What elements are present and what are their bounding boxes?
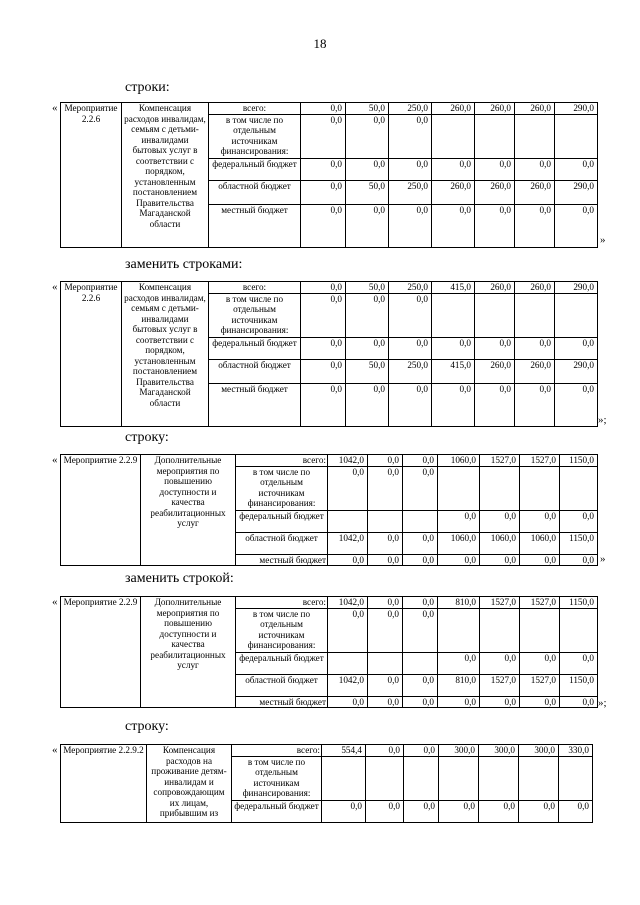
- value-cell: [475, 293, 515, 337]
- value-cell: 0,0: [389, 158, 432, 180]
- measure-id: Мероприятие 2.2.9: [61, 455, 141, 566]
- value-cell: 0,0: [403, 674, 438, 696]
- value-cell: 810,0: [438, 674, 480, 696]
- value-cell: 0,0: [560, 510, 598, 532]
- value-cell: 50,0: [346, 103, 389, 115]
- value-cell: 260,0: [475, 103, 515, 115]
- value-cell: 0,0: [480, 652, 520, 674]
- value-cell: 0,0: [555, 337, 598, 359]
- value-cell: 0,0: [403, 466, 438, 510]
- value-cell: 0,0: [432, 204, 475, 247]
- value-cell: 0,0: [301, 293, 346, 337]
- value-cell: [368, 510, 403, 532]
- close-quote: »;: [598, 697, 607, 709]
- value-cell: 0,0: [438, 554, 480, 566]
- row-label: всего:: [236, 455, 328, 467]
- value-cell: [560, 608, 598, 652]
- value-cell: 1527,0: [480, 674, 520, 696]
- value-cell: 0,0: [475, 337, 515, 359]
- budget-table: [60, 596, 598, 708]
- value-cell: 0,0: [346, 114, 389, 158]
- value-cell: 0,0: [366, 800, 404, 822]
- row-label: областной бюджет: [209, 359, 301, 383]
- value-cell: 0,0: [515, 204, 555, 247]
- value-cell: 0,0: [368, 597, 403, 609]
- value-cell: 0,0: [520, 554, 560, 566]
- row-label: местный бюджет: [236, 696, 328, 708]
- budget-table: [60, 454, 598, 566]
- value-cell: [368, 652, 403, 674]
- value-cell: 1060,0: [438, 455, 480, 467]
- value-cell: 0,0: [438, 510, 480, 532]
- value-cell: 0,0: [438, 652, 480, 674]
- row-label: в том числе по отдельным источникам финансирования:: [209, 293, 301, 337]
- value-cell: 260,0: [515, 359, 555, 383]
- measure-name: Дополнительные мероприятия по повышению доступности и качества реабилитационных услуг: [141, 597, 236, 708]
- value-cell: 0,0: [368, 696, 403, 708]
- value-cell: 1527,0: [520, 597, 560, 609]
- value-cell: 300,0: [439, 745, 479, 757]
- value-cell: 260,0: [475, 282, 515, 294]
- value-cell: 554,4: [322, 745, 366, 757]
- block-heading: строку:: [125, 430, 169, 445]
- value-cell: 0,0: [403, 554, 438, 566]
- value-cell: [439, 756, 479, 800]
- value-cell: 0,0: [480, 554, 520, 566]
- open-quote: «: [52, 102, 58, 114]
- row-label: федеральный бюджет: [236, 510, 328, 532]
- row-label: всего:: [236, 597, 328, 609]
- block-heading: строки:: [125, 80, 170, 95]
- value-cell: 1042,0: [328, 674, 368, 696]
- value-cell: 810,0: [438, 597, 480, 609]
- value-cell: 250,0: [389, 103, 432, 115]
- value-cell: 1527,0: [480, 455, 520, 467]
- row-label: всего:: [209, 282, 301, 294]
- value-cell: 50,0: [346, 180, 389, 204]
- block-heading: заменить строкой:: [125, 571, 234, 586]
- budget-table: [60, 281, 598, 427]
- value-cell: [480, 466, 520, 510]
- value-cell: 0,0: [328, 554, 368, 566]
- value-cell: 0,0: [515, 337, 555, 359]
- value-cell: [520, 466, 560, 510]
- value-cell: 0,0: [519, 800, 559, 822]
- value-cell: [366, 756, 404, 800]
- value-cell: 0,0: [301, 359, 346, 383]
- value-cell: 1060,0: [480, 532, 520, 554]
- value-cell: [328, 510, 368, 532]
- row-label: областной бюджет: [236, 674, 328, 696]
- value-cell: 0,0: [366, 745, 404, 757]
- open-quote: «: [52, 596, 58, 608]
- value-cell: [432, 114, 475, 158]
- value-cell: 50,0: [346, 359, 389, 383]
- measure-id: Мероприятие 2.2.6: [61, 103, 122, 248]
- value-cell: 0,0: [560, 554, 598, 566]
- close-quote: »;: [598, 414, 607, 426]
- value-cell: [328, 652, 368, 674]
- value-cell: 260,0: [515, 180, 555, 204]
- block-heading: строку:: [125, 719, 169, 734]
- value-cell: 0,0: [432, 383, 475, 426]
- value-cell: 1527,0: [520, 674, 560, 696]
- value-cell: 0,0: [520, 652, 560, 674]
- row-label: местный бюджет: [209, 204, 301, 247]
- value-cell: 0,0: [368, 532, 403, 554]
- close-quote: »: [600, 234, 606, 246]
- value-cell: 0,0: [389, 337, 432, 359]
- row-label: местный бюджет: [236, 554, 328, 566]
- value-cell: [555, 114, 598, 158]
- value-cell: 0,0: [480, 696, 520, 708]
- row-label: федеральный бюджет: [232, 800, 322, 822]
- value-cell: 415,0: [432, 282, 475, 294]
- row-label: всего:: [209, 103, 301, 115]
- value-cell: 290,0: [555, 180, 598, 204]
- row-label: федеральный бюджет: [209, 158, 301, 180]
- value-cell: 0,0: [368, 554, 403, 566]
- value-cell: 0,0: [328, 466, 368, 510]
- value-cell: 260,0: [515, 103, 555, 115]
- measure-name: Дополнительные мероприятия по повышению доступности и качества реабилитационных услуг: [141, 455, 236, 566]
- measure-name: Компенсация расходов на проживание детям-инвалидам и сопровождающим их лицам, прибывшим из: [147, 745, 232, 823]
- budget-table: [60, 102, 598, 248]
- value-cell: 50,0: [346, 282, 389, 294]
- value-cell: 0,0: [301, 337, 346, 359]
- row-label: в том числе по отдельным источникам финансирования:: [209, 114, 301, 158]
- value-cell: 260,0: [475, 359, 515, 383]
- value-cell: 0,0: [346, 293, 389, 337]
- value-cell: [475, 114, 515, 158]
- value-cell: 0,0: [432, 158, 475, 180]
- row-label: федеральный бюджет: [209, 337, 301, 359]
- row-label: в том числе по отдельным источникам финансирования:: [232, 756, 322, 800]
- value-cell: 1042,0: [328, 597, 368, 609]
- value-cell: [515, 293, 555, 337]
- open-quote: «: [52, 744, 58, 756]
- value-cell: 1150,0: [560, 674, 598, 696]
- value-cell: 0,0: [439, 800, 479, 822]
- value-cell: 300,0: [479, 745, 519, 757]
- value-cell: [432, 293, 475, 337]
- value-cell: 0,0: [438, 696, 480, 708]
- value-cell: 0,0: [555, 383, 598, 426]
- value-cell: 0,0: [328, 696, 368, 708]
- value-cell: 0,0: [403, 455, 438, 467]
- value-cell: 0,0: [520, 510, 560, 532]
- value-cell: [519, 756, 559, 800]
- value-cell: 0,0: [403, 597, 438, 609]
- row-label: всего:: [232, 745, 322, 757]
- value-cell: 1042,0: [328, 532, 368, 554]
- value-cell: 1150,0: [560, 597, 598, 609]
- value-cell: 260,0: [475, 180, 515, 204]
- row-label: федеральный бюджет: [236, 652, 328, 674]
- value-cell: 0,0: [389, 114, 432, 158]
- measure-id: Мероприятие 2.2.9: [61, 597, 141, 708]
- value-cell: 0,0: [346, 204, 389, 247]
- value-cell: 0,0: [389, 383, 432, 426]
- page-number: 18: [313, 36, 327, 51]
- block-heading: заменить строками:: [125, 257, 243, 272]
- value-cell: 250,0: [389, 282, 432, 294]
- value-cell: 1150,0: [560, 455, 598, 467]
- value-cell: [438, 608, 480, 652]
- value-cell: 0,0: [403, 532, 438, 554]
- value-cell: 0,0: [368, 466, 403, 510]
- value-cell: 0,0: [301, 282, 346, 294]
- value-cell: 0,0: [520, 696, 560, 708]
- value-cell: 0,0: [559, 800, 593, 822]
- value-cell: 250,0: [389, 359, 432, 383]
- value-cell: [403, 510, 438, 532]
- value-cell: 0,0: [346, 158, 389, 180]
- value-cell: 1060,0: [520, 532, 560, 554]
- measure-name: Компенсация расходов инвалидам, семьям с детьми-инвалидами бытовых услуг в соответствии с порядком, установленным постановлением Правительства Магаданской области: [122, 282, 209, 427]
- value-cell: 0,0: [403, 696, 438, 708]
- value-cell: 0,0: [301, 114, 346, 158]
- value-cell: 0,0: [515, 383, 555, 426]
- row-label: областной бюджет: [209, 180, 301, 204]
- value-cell: 0,0: [555, 204, 598, 247]
- value-cell: 0,0: [301, 103, 346, 115]
- value-cell: [403, 652, 438, 674]
- value-cell: 0,0: [480, 510, 520, 532]
- value-cell: 0,0: [389, 204, 432, 247]
- value-cell: 0,0: [404, 745, 439, 757]
- value-cell: 0,0: [432, 337, 475, 359]
- value-cell: [479, 756, 519, 800]
- value-cell: [560, 466, 598, 510]
- value-cell: 0,0: [389, 293, 432, 337]
- value-cell: 0,0: [555, 158, 598, 180]
- budget-table: [60, 744, 593, 823]
- value-cell: [559, 756, 593, 800]
- value-cell: 0,0: [475, 383, 515, 426]
- value-cell: 0,0: [515, 158, 555, 180]
- measure-id: Мероприятие 2.2.9.2: [61, 745, 147, 823]
- value-cell: 0,0: [403, 608, 438, 652]
- value-cell: 250,0: [389, 180, 432, 204]
- value-cell: 290,0: [555, 282, 598, 294]
- value-cell: 0,0: [301, 180, 346, 204]
- value-cell: 0,0: [328, 608, 368, 652]
- value-cell: 260,0: [515, 282, 555, 294]
- value-cell: 1527,0: [520, 455, 560, 467]
- value-cell: 0,0: [368, 674, 403, 696]
- value-cell: [520, 608, 560, 652]
- value-cell: 330,0: [559, 745, 593, 757]
- value-cell: 0,0: [346, 383, 389, 426]
- value-cell: 0,0: [301, 204, 346, 247]
- value-cell: 0,0: [475, 204, 515, 247]
- open-quote: «: [52, 281, 58, 293]
- value-cell: 415,0: [432, 359, 475, 383]
- value-cell: 0,0: [346, 337, 389, 359]
- row-label: в том числе по отдельным источникам финансирования:: [236, 466, 328, 510]
- value-cell: [515, 114, 555, 158]
- measure-name: Компенсация расходов инвалидам, семьям с детьми-инвалидами бытовых услуг в соответствии с порядком, установленным постановлением Правительства Магаданской области: [122, 103, 209, 248]
- value-cell: 0,0: [560, 652, 598, 674]
- value-cell: [480, 608, 520, 652]
- value-cell: 0,0: [475, 158, 515, 180]
- value-cell: 1042,0: [328, 455, 368, 467]
- value-cell: 260,0: [432, 180, 475, 204]
- value-cell: 0,0: [322, 800, 366, 822]
- value-cell: 290,0: [555, 359, 598, 383]
- open-quote: «: [52, 454, 58, 466]
- value-cell: 1150,0: [560, 532, 598, 554]
- row-label: в том числе по отдельным источникам финансирования:: [236, 608, 328, 652]
- value-cell: [555, 293, 598, 337]
- value-cell: 290,0: [555, 103, 598, 115]
- value-cell: 0,0: [404, 800, 439, 822]
- row-label: областной бюджет: [236, 532, 328, 554]
- value-cell: 300,0: [519, 745, 559, 757]
- value-cell: 0,0: [368, 455, 403, 467]
- value-cell: 0,0: [368, 608, 403, 652]
- value-cell: 1527,0: [480, 597, 520, 609]
- value-cell: 0,0: [301, 383, 346, 426]
- value-cell: [438, 466, 480, 510]
- value-cell: [322, 756, 366, 800]
- value-cell: 0,0: [560, 696, 598, 708]
- value-cell: [404, 756, 439, 800]
- value-cell: 1060,0: [438, 532, 480, 554]
- close-quote: »: [600, 553, 606, 565]
- value-cell: 260,0: [432, 103, 475, 115]
- measure-id: Мероприятие 2.2.6: [61, 282, 122, 427]
- row-label: местный бюджет: [209, 383, 301, 426]
- value-cell: 0,0: [479, 800, 519, 822]
- value-cell: 0,0: [301, 158, 346, 180]
